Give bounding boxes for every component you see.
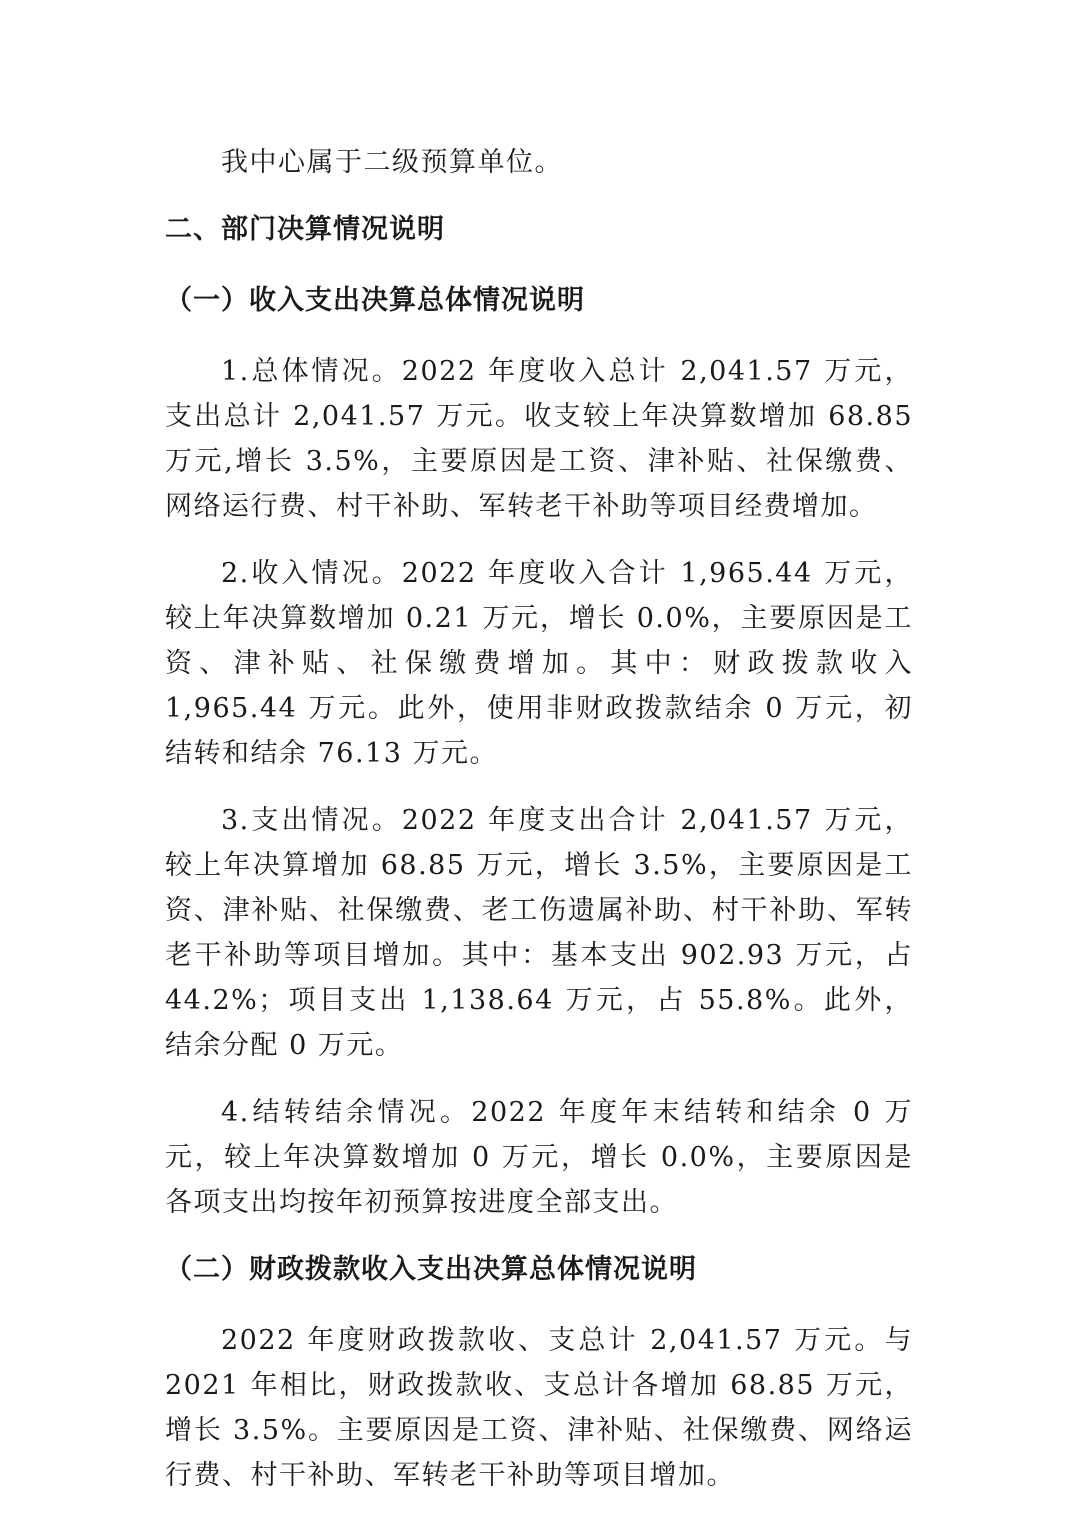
intro-paragraph: 我中心属于二级预算单位。: [221, 147, 563, 178]
subsection-heading-1: （一）收入支出决算总体情况说明: [165, 285, 585, 316]
carryover-paragraph: 4.结转结余情况。2022 年度年末结转和结余 0 万元，较上年决算数增加 0 万元，增长 0.0%，主要原因是各项支出均按年初预算按进度全部支出。: [165, 1097, 913, 1218]
section-heading: 二、部门决算情况说明: [165, 214, 445, 245]
subsection-heading-2: （二）财政拨款收入支出决算总体情况说明: [165, 1254, 697, 1285]
overall-paragraph: 1.总体情况。2022 年度收入总计 2,041.57 万元，支出总计 2,041.57 万元。收支较上年决算数增加 68.85 万元,增长 3.5%，主要原因是工资、津补贴、社保缴费、网络运行费、村干补助、军转老干补助等项目经费增加。: [165, 356, 913, 522]
fiscal-allocation-paragraph: 2022 年度财政拨款收、支总计 2,041.57 万元。与 2021 年相比，财政拨款收、支总计各增加 68.85 万元，增长 3.5%。主要原因是工资、津补贴、社保缴费、网络运行费、村干补助、军转老干补助等项目增加。: [165, 1325, 913, 1491]
income-paragraph: 2.收入情况。2022 年度收入合计 1,965.44 万元，较上年决算数增加 0.21 万元，增长 0.0%，主要原因是工资、津补贴、社保缴费增加。其中：财政拨款收入 1,965.44 万元。此外，使用非财政拨款结余 0 万元，初结转和结余 76.13 万元。: [165, 558, 913, 769]
expenditure-paragraph: 3.支出情况。2022 年度支出合计 2,041.57 万元，较上年决算增加 68.85 万元，增长 3.5%，主要原因是工资、津补贴、社保缴费、老工伤遗属补助、村干补助、军转老干补助等项目增加。其中：基本支出 902.93 万元，占 44.2%；项目支出 1,138.64 万元，占 55.8%。此外，结余分配 0 万元。: [165, 805, 913, 1061]
document-page: [165, 140, 913, 1498]
